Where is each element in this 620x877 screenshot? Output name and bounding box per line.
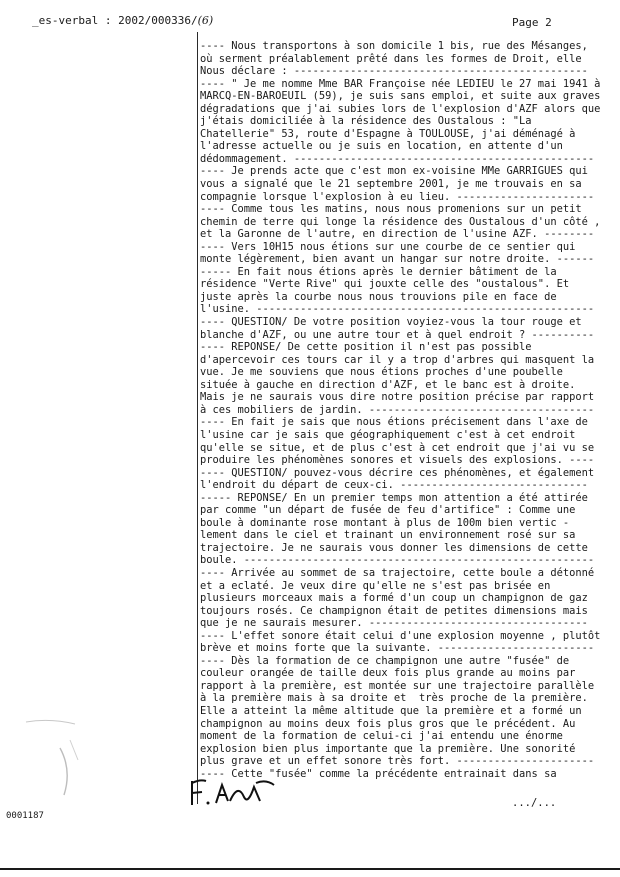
text-line: résidence "Verte Rive" qui jouxte celle des "oustalous". Et <box>200 278 570 291</box>
document-id: 0001187 <box>6 811 44 821</box>
text-line: et la Garonne de l'autre, en direction de l'usine AZF. -------- <box>200 228 595 241</box>
text-line: Mais je ne saurais vous dire notre position précise par rapport <box>200 391 595 404</box>
handwritten-signature <box>186 775 286 815</box>
text-line: ---- Nous transportons à son domicile 1 bis, rue des Mésanges, <box>200 40 588 52</box>
text-line: l'adresse actuelle ou je suis en location, en attente d'un <box>200 140 563 153</box>
text-line: ---- Dès la formation de ce champignon une autre "fusée" de <box>200 654 570 667</box>
text-line: monte légèrement, bien avant un hangar sur notre droite. ------ <box>200 253 595 266</box>
text-line: ---- QUESTION/ pouvez-vous décrire ces phénomènes, et également <box>200 466 595 479</box>
text-line: produire les phénomènes sonores et visuels des explosions. ---- <box>200 454 595 467</box>
text-line: boule à dominante rose montant à plus de 100m bien vertic - <box>200 516 570 529</box>
document-reference <box>32 14 213 27</box>
text-line: ---- Arrivée au sommet de sa trajectoire, cette boule a détonné <box>200 566 595 579</box>
text-line: Elle a atteint la même altitude que la première et a formé un <box>200 704 582 717</box>
continuation-mark: .../... <box>512 797 557 809</box>
text-line: dégradations que j'ai subies lors de l'explosion d'AZF alors que <box>200 102 601 115</box>
text-line: explosion bien plus importante que la première. Une sonorité <box>200 742 576 755</box>
text-line: brève et moins forte que la suivante. ------------------------- <box>200 642 595 655</box>
reference-text: _es-verbal : 2002/000336/ <box>32 14 198 27</box>
text-line: à la première mais à sa droite et très proche de la première. <box>200 692 588 705</box>
text-line: où serment préalablement prêté dans les formes de Droit, elle <box>200 52 582 65</box>
statement-body <box>200 40 614 780</box>
text-line: j'étais domiciliée à la résidence des Oustalous : "La <box>200 115 532 128</box>
text-line: rapport à la première, est montée sur une trajectoire parallèle <box>200 679 595 692</box>
text-line: ----- En fait nous étions après le dernier bâtiment de la <box>200 265 557 278</box>
page-label: Page 2 <box>512 16 552 29</box>
text-line: d'apercevoir ces tours car il y a trop d'arbres qui masquent la <box>200 353 595 366</box>
text-line: trajectoire. Je ne saurais vous donner les dimensions de cette <box>200 541 588 554</box>
text-line: située à gauche en direction d'AZF, et le banc est à droite. <box>200 378 576 391</box>
text-line: lement dans le ciel et trainant un environnement rosé sur sa <box>200 529 576 542</box>
text-line: moment de la formation de celui-ci j'ai entendu une énorme <box>200 730 563 743</box>
text-line: couleur orangée de taille deux fois plus grande au moins par <box>200 667 576 680</box>
handwritten-page-number: (6) <box>197 14 214 27</box>
text-line: qu'elle se situe, et de plus c'est à cet endroit que j'ai vu se <box>200 441 595 454</box>
text-line: ---- En fait je sais que nous étions précisement dans l'axe de <box>200 416 588 429</box>
text-line: ---- L'effet sonore était celui d'une explosion moyenne , plutôt <box>200 629 601 642</box>
text-line: à ces mobiliers de jardin. ------------------------------------ <box>200 403 595 416</box>
bottom-rule <box>0 868 620 870</box>
text-line: Chatellerie" 53, route d'Espagne à TOULOUSE, j'ai déménagé à <box>200 127 576 140</box>
text-line: et a eclaté. Je veux dire qu'elle ne s'est pas brisée en <box>200 579 551 592</box>
text-line: Nous déclare : ----------------------------------------------- <box>200 65 588 78</box>
text-line: que je ne saurais mesurer. ----------------------------------- <box>200 617 588 630</box>
text-line: ---- Vers 10H15 nous étions sur une courbe de ce sentier qui <box>200 240 576 253</box>
text-line: par comme "un départ de fusée de feu d'artifice" : Comme une <box>200 504 576 517</box>
text-line: chemin de terre qui longe la résidence des Oustalous d'un côté , <box>200 215 601 228</box>
text-line: compagnie lorsque l'explosion à eu lieu. ---------------------- <box>200 190 595 203</box>
text-line: blanche d'AZF, ou une autre tour et à quel endroit ? ---------- <box>200 328 595 341</box>
text-line: plusieurs morceaux mais a formé d'un coup un champignon de gaz <box>200 592 588 605</box>
text-line: ----- REPONSE/ En un premier temps mon attention a été attirée <box>200 491 588 504</box>
margin-pencil-marks <box>20 700 100 814</box>
text-line: ---- Je prends acte que c'est mon ex-voisine MMe GARRIGUES qui <box>200 165 588 178</box>
text-line: ---- QUESTION/ De votre position voyiez-vous la tour rouge et <box>200 316 582 329</box>
text-line: dédommagement. ------------------------------------------------ <box>200 152 595 165</box>
margin-rule <box>197 32 198 804</box>
text-line: ---- Cette "fusée" comme la précédente entrainait dans sa <box>200 767 557 780</box>
text-line: juste après la courbe nous nous trouvions pile en face de <box>200 290 557 303</box>
text-line: champignon au moins deux fois plus gros que le précédent. Au <box>200 717 576 730</box>
text-line: l'endroit du départ de ceux-ci. ------------------------------ <box>200 479 588 492</box>
text-line: l'usine. ------------------------------------------------------ <box>200 303 595 316</box>
text-line: ---- REPONSE/ De cette position il n'est pas possible <box>200 341 532 354</box>
text-line: toujours rosés. Ce champignon était de petites dimensions mais <box>200 604 588 617</box>
text-line: vous a signalé que le 21 septembre 2001, je me trouvais en sa <box>200 178 582 191</box>
text-line: MARCQ-EN-BAROEUIL (59), je suis sans emploi, et suite aux graves <box>200 90 601 103</box>
text-line: plus grave et un effet sonore très fort. ---------------------- <box>200 755 595 768</box>
text-line: ---- " Je me nomme Mme BAR Françoise née LEDIEU le 27 mai 1941 à <box>200 77 601 90</box>
text-line: boule. -------------------------------------------------------- <box>200 554 595 567</box>
text-line: vue. Je me souviens que nous étions proches d'une poubelle <box>200 366 563 379</box>
text-line: l'usine car je sais que géographiquement c'est à cet endroit <box>200 428 576 441</box>
text-line: ---- Comme tous les matins, nous nous promenions sur un petit <box>200 203 582 216</box>
